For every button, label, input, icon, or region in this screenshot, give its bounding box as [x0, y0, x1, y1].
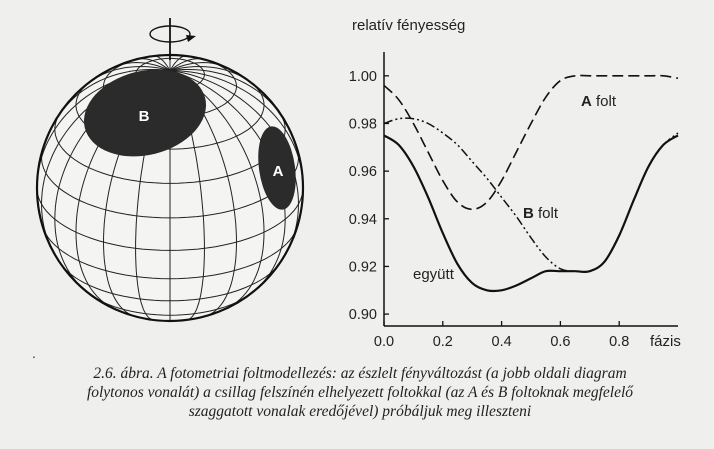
series-lines — [384, 75, 678, 291]
series-label-a — [581, 93, 617, 110]
series-label-a-letter: A — [581, 93, 592, 110]
x-tick-label: 0.8 — [609, 334, 630, 350]
y-ticks — [349, 69, 389, 323]
caption-line-1: 2.6. ábra. A fotometriai foltmodellezés: az észlelt fényváltozást (a jobb oldali diagram — [93, 365, 627, 382]
figure-caption — [30, 364, 690, 421]
y-tick-label: 1.00 — [348, 68, 377, 85]
x-tick-label: 0.4 — [491, 334, 512, 350]
y-tick-label: 0.96 — [348, 164, 377, 181]
series-label-a-rest: folt — [591, 93, 617, 110]
light-curve-chart — [349, 17, 681, 350]
series-label-b — [523, 205, 559, 222]
spot-b-label: B — [138, 108, 150, 125]
x-axis-title: fázis — [650, 333, 681, 350]
rotation-axis — [150, 18, 196, 60]
caption-line-3: szaggatott vonalak eredőjével) próbáljuk meg illeszteni — [188, 403, 532, 420]
y-axis-title: relatív fényesség — [352, 17, 466, 34]
caption-marker: . — [32, 345, 36, 361]
x-tick-label: 0.6 — [550, 334, 571, 350]
y-tick-label: 0.94 — [348, 211, 377, 228]
series-label-b-letter: B — [523, 205, 534, 222]
y-tick-label: 0.90 — [348, 307, 377, 324]
series-a-line — [384, 75, 678, 209]
caption-line-2: folytonos vonalát) a csillag felszínén elhelyezett foltokkal (az A és B foltoknak megfelelő — [86, 384, 634, 401]
spot-a-label: A — [272, 163, 284, 180]
x-tick-label: 0.0 — [373, 334, 395, 350]
series-label-combined: együtt — [413, 266, 454, 283]
rotating-star — [37, 18, 303, 321]
x-tick-label: 0.2 — [432, 334, 453, 350]
series-label-b-rest: folt — [533, 205, 559, 222]
y-tick-label: 0.98 — [348, 116, 377, 133]
y-tick-label: 0.92 — [348, 259, 377, 276]
